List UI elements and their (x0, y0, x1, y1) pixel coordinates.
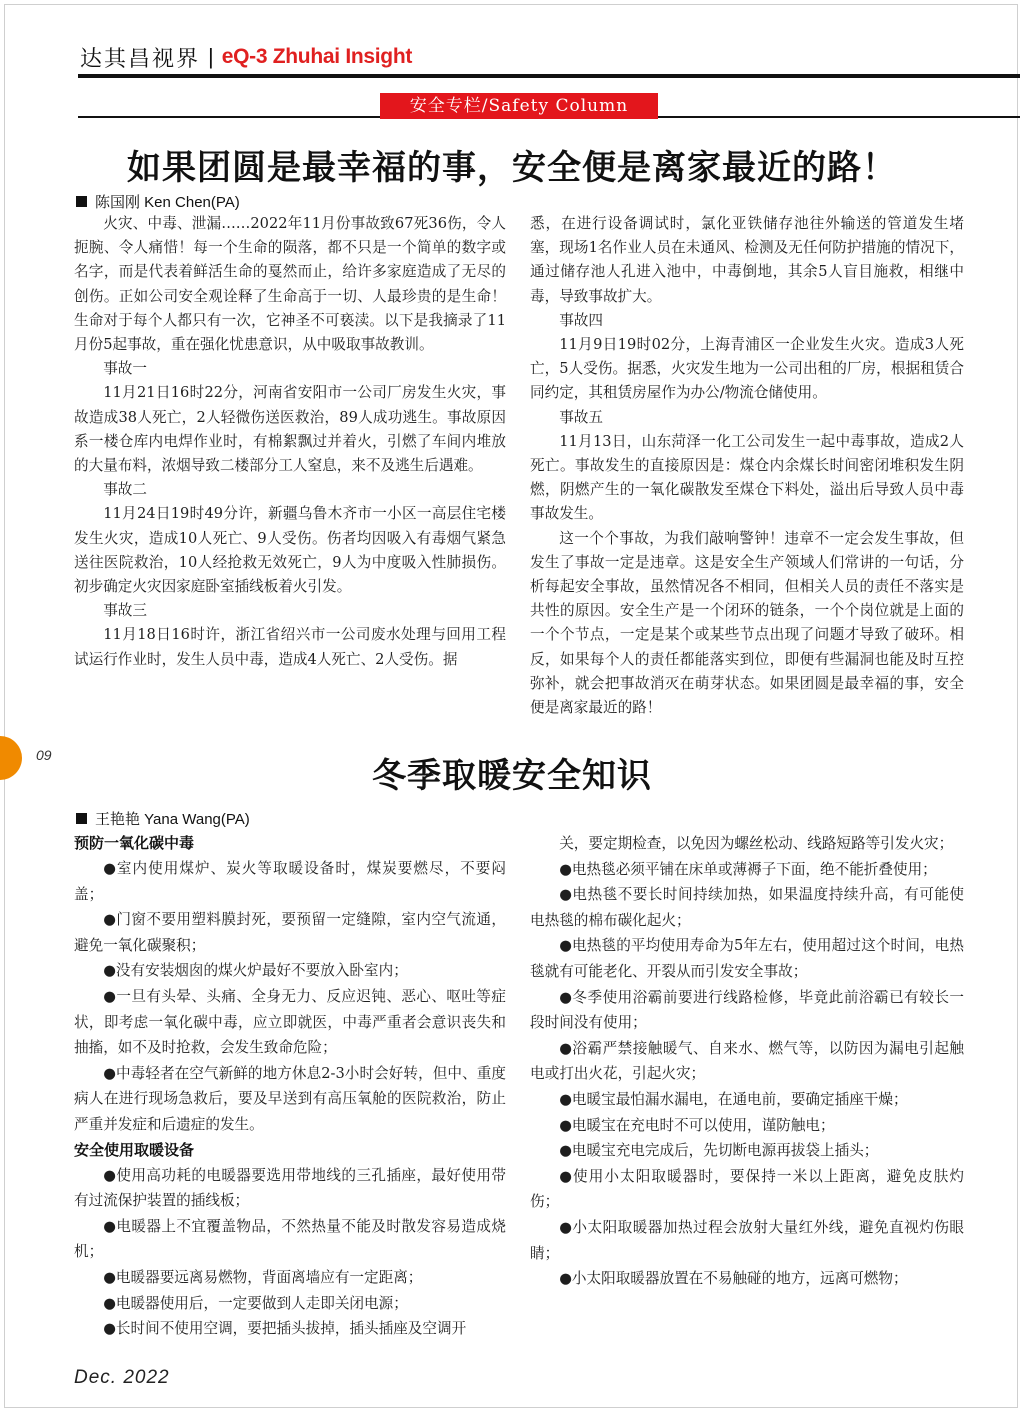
article1-subhead: 事故二 (103, 481, 147, 499)
article1-paragraph: 11月9日19时02分，上海青浦区一企业发生火灾。造成3人死亡，5人受伤。据悉，火灾发生地为一公司出租的厂房，根据租赁合同约定，其租赁房屋作为办公/物流仓储使用。 (530, 336, 964, 402)
list-item: ●小太阳取暖器加热过程会放射大量红外线，避免直视灼伤眼睛； (530, 1218, 964, 1262)
list-item: ●冬季使用浴霸前要进行线路检修，毕竟此前浴霸已有较长一段时间没有使用； (530, 988, 964, 1032)
footer-date: Dec. 2022 (74, 1367, 170, 1388)
column-tag: 安全专栏/Safety Column (380, 93, 658, 119)
list-item: ●使用高功耗的电暖器要选用带地线的三孔插座，最好使用带有过流保护装置的插线板； (74, 1166, 506, 1210)
article1-subhead: 事故三 (103, 602, 147, 620)
list-item: ●没有安装烟囱的煤火炉最好不要放入卧室内； (103, 962, 408, 980)
list-item: ●电热毯必须平铺在床单或薄褥子下面，绝不能折叠使用； (559, 860, 937, 878)
list-item-continuation: 关，要定期检查，以免因为螺丝松动、线路短路等引发火灾； (559, 835, 954, 852)
list-item: ●室内使用煤炉、炭火等取暖设备时，煤炭要燃尽，不要闷盖； (74, 860, 506, 903)
list-item: ●浴霸严禁接触暖气、自来水、燃气等，以防因为漏电引起触电或打出火花，引起火灾； (530, 1039, 964, 1083)
article1-intro: 火灾、中毒、泄漏……2022年11月份事故致67死36伤，令人扼腕、令人痛惜！每一个生命的陨落，都不只是一个简单的数字或名字，而是代表着鲜活生命的戛然而止，给许多家庭造成了无尽的创伤。正如公司安全观诠释了生命高于一切、人最珍贵的是生命！生命对于每个人都只有一次，它神圣不可亵渎。以下是我摘录了11月份5起事故，重在强化忧患意识，从中吸取事故教训。 (74, 215, 506, 354)
article1-conclusion: 这一个个事故，为我们敲响警钟！违章不一定会发生事故，但发生了事故一定是违章。这是安全生产领域人们常讲的一句话，分析每起安全事故，虽然情况各不相同，但相关人员的责任不落实是共性的原因。安全生产是一个闭环的链条，一个个岗位就是上面的一个个节点，一定是某个或某些节点出现了问题才导致了破环。相反，如果每个人的责任都能落实到位，即便有些漏洞也能及时互控弥补，就会把事故消灭在萌芽状态。如果团圆是最幸福的事，安全便是离家最近的路！ (530, 529, 964, 717)
header-rule (78, 74, 1020, 78)
list-item: ●电暖宝在充电时不可以使用，谨防触电； (559, 1116, 835, 1134)
list-item: ●电暖宝最怕漏水漏电，在通电前，要确定插座干燥； (559, 1090, 908, 1108)
list-item: ●一旦有头晕、头痛、全身无力、反应迟钝、恶心、呕吐等症状，即考虑一氧化碳中毒，应立即就医，中毒严重者会意识丧失和抽搐，如不及时抢救，会发生致命危险； (74, 987, 506, 1057)
masthead-separator: | (208, 44, 214, 69)
article2-author-name: 王艳艳 Yana Wang(PA) (95, 811, 250, 828)
article1-subhead: 事故四 (559, 311, 603, 329)
article1-subhead: 事故一 (103, 360, 147, 378)
list-item: ●电热毯不要长时间持续加热，如果温度持续升高，有可能使电热毯的棉布碳化起火； (530, 886, 964, 929)
list-item: ●电热毯的平均使用寿命为5年左右，使用超过这个时间，电热毯就有可能老化、开裂从而引发安全事故； (530, 937, 964, 980)
article1-paragraph: 11月13日，山东菏泽一化工公司发生一起中毒事故，造成2人死亡。事故发生的直接原因是：煤仓内余煤长时间密闭堆积发生阴燃，阴燃产生的一氧化碳散发至煤仓下料处，溢出后导致人员中毒事故发生。 (530, 432, 964, 523)
page-number: 09 (36, 747, 52, 763)
list-item: ●电暖器使用后，一定要做到人走即关闭电源； (103, 1294, 408, 1312)
article1-continuation: 悉，在进行设备调试时，氯化亚铁储存池往外输送的管道发生堵塞，现场1名作业人员在未通风、检测及无任何防护措施的情况下，通过储存池人孔进入池中，中毒倒地，其余5人盲目施救，相继中毒，导致事故扩大。 (530, 215, 964, 305)
article2-author (76, 808, 250, 829)
article1-subhead: 事故五 (559, 408, 603, 426)
masthead-en: eQ-3 Zhuhai Insight (221, 45, 413, 68)
list-item: ●长时间不使用空调，要把插头拔掉，插头插座及空调开 (103, 1320, 467, 1338)
article2-title: 冬季取暖安全知识 (372, 756, 652, 796)
section-heading: 安全使用取暖设备 (74, 1140, 195, 1159)
masthead (80, 42, 412, 72)
list-item: ●电暖器要远离易燃物，背面离墙应有一定距离； (103, 1268, 423, 1286)
article1-right-column (530, 212, 964, 720)
list-item: ●使用小太阳取暖器时，要保持一米以上距离，避免皮肤灼伤； (530, 1167, 964, 1211)
list-item: ●门窗不要用塑料膜封死，要预留一定缝隙，室内空气流通，避免一氧化碳聚积； (74, 911, 506, 954)
article2-right-column (530, 831, 964, 1292)
article2-left-column (74, 831, 506, 1342)
list-item: ●电暖器上不宜覆盖物品，不然热量不能及时散发容易造成烧机； (74, 1217, 506, 1261)
article1-title: 如果团圆是最幸福的事，安全便是离家最近的路！ (127, 148, 897, 188)
list-item: ●电暖宝充电完成后，先切断电源再拔袋上插头； (559, 1142, 879, 1160)
masthead-cn: 达其昌视界 (80, 46, 201, 72)
author-square-icon (76, 813, 87, 824)
article1-paragraph: 11月24日19时49分许，新疆乌鲁木齐市一小区一高层住宅楼发生火灾，造成10人死亡、9人受伤。伤者均因吸入有毒烟气紧急送往医院救治，10人经抢救无效死亡，9人为中度吸入性肺损伤。初步确定火灾因家庭卧室插线板着火引发。 (74, 505, 506, 596)
section-heading: 预防一氧化碳中毒 (74, 834, 195, 852)
list-item: ●小太阳取暖器放置在不易触碰的地方，远离可燃物； (559, 1270, 908, 1288)
article1-left-column (74, 212, 506, 672)
article1-paragraph: 11月18日16时许，浙江省绍兴市一公司废水处理与回用工程试运行作业时，发生人员中毒，造成4人死亡、2人受伤。据 (74, 626, 506, 668)
article1-paragraph: 11月21日16时22分，河南省安阳市一公司厂房发生火灾，事故造成38人死亡，2人轻微伤送医救治，89人成功逃生。事故原因系一楼仓库内电焊作业时，有棉絮飘过并着火，引燃了车间内堆放的大量布料，浓烟导致二楼部分工人窒息，来不及逃生后遇难。 (74, 384, 506, 475)
list-item: ●中毒轻者在空气新鲜的地方休息2-3小时会好转，但中、重度病人在进行现场急救后，要及早送到有高压氧舱的医院救治，防止严重并发症和后遗症的发生。 (74, 1064, 506, 1133)
author-square-icon (76, 196, 87, 207)
article1-author-name: 陈国刚 Ken Chen(PA) (95, 194, 240, 211)
article1-author (76, 191, 240, 212)
